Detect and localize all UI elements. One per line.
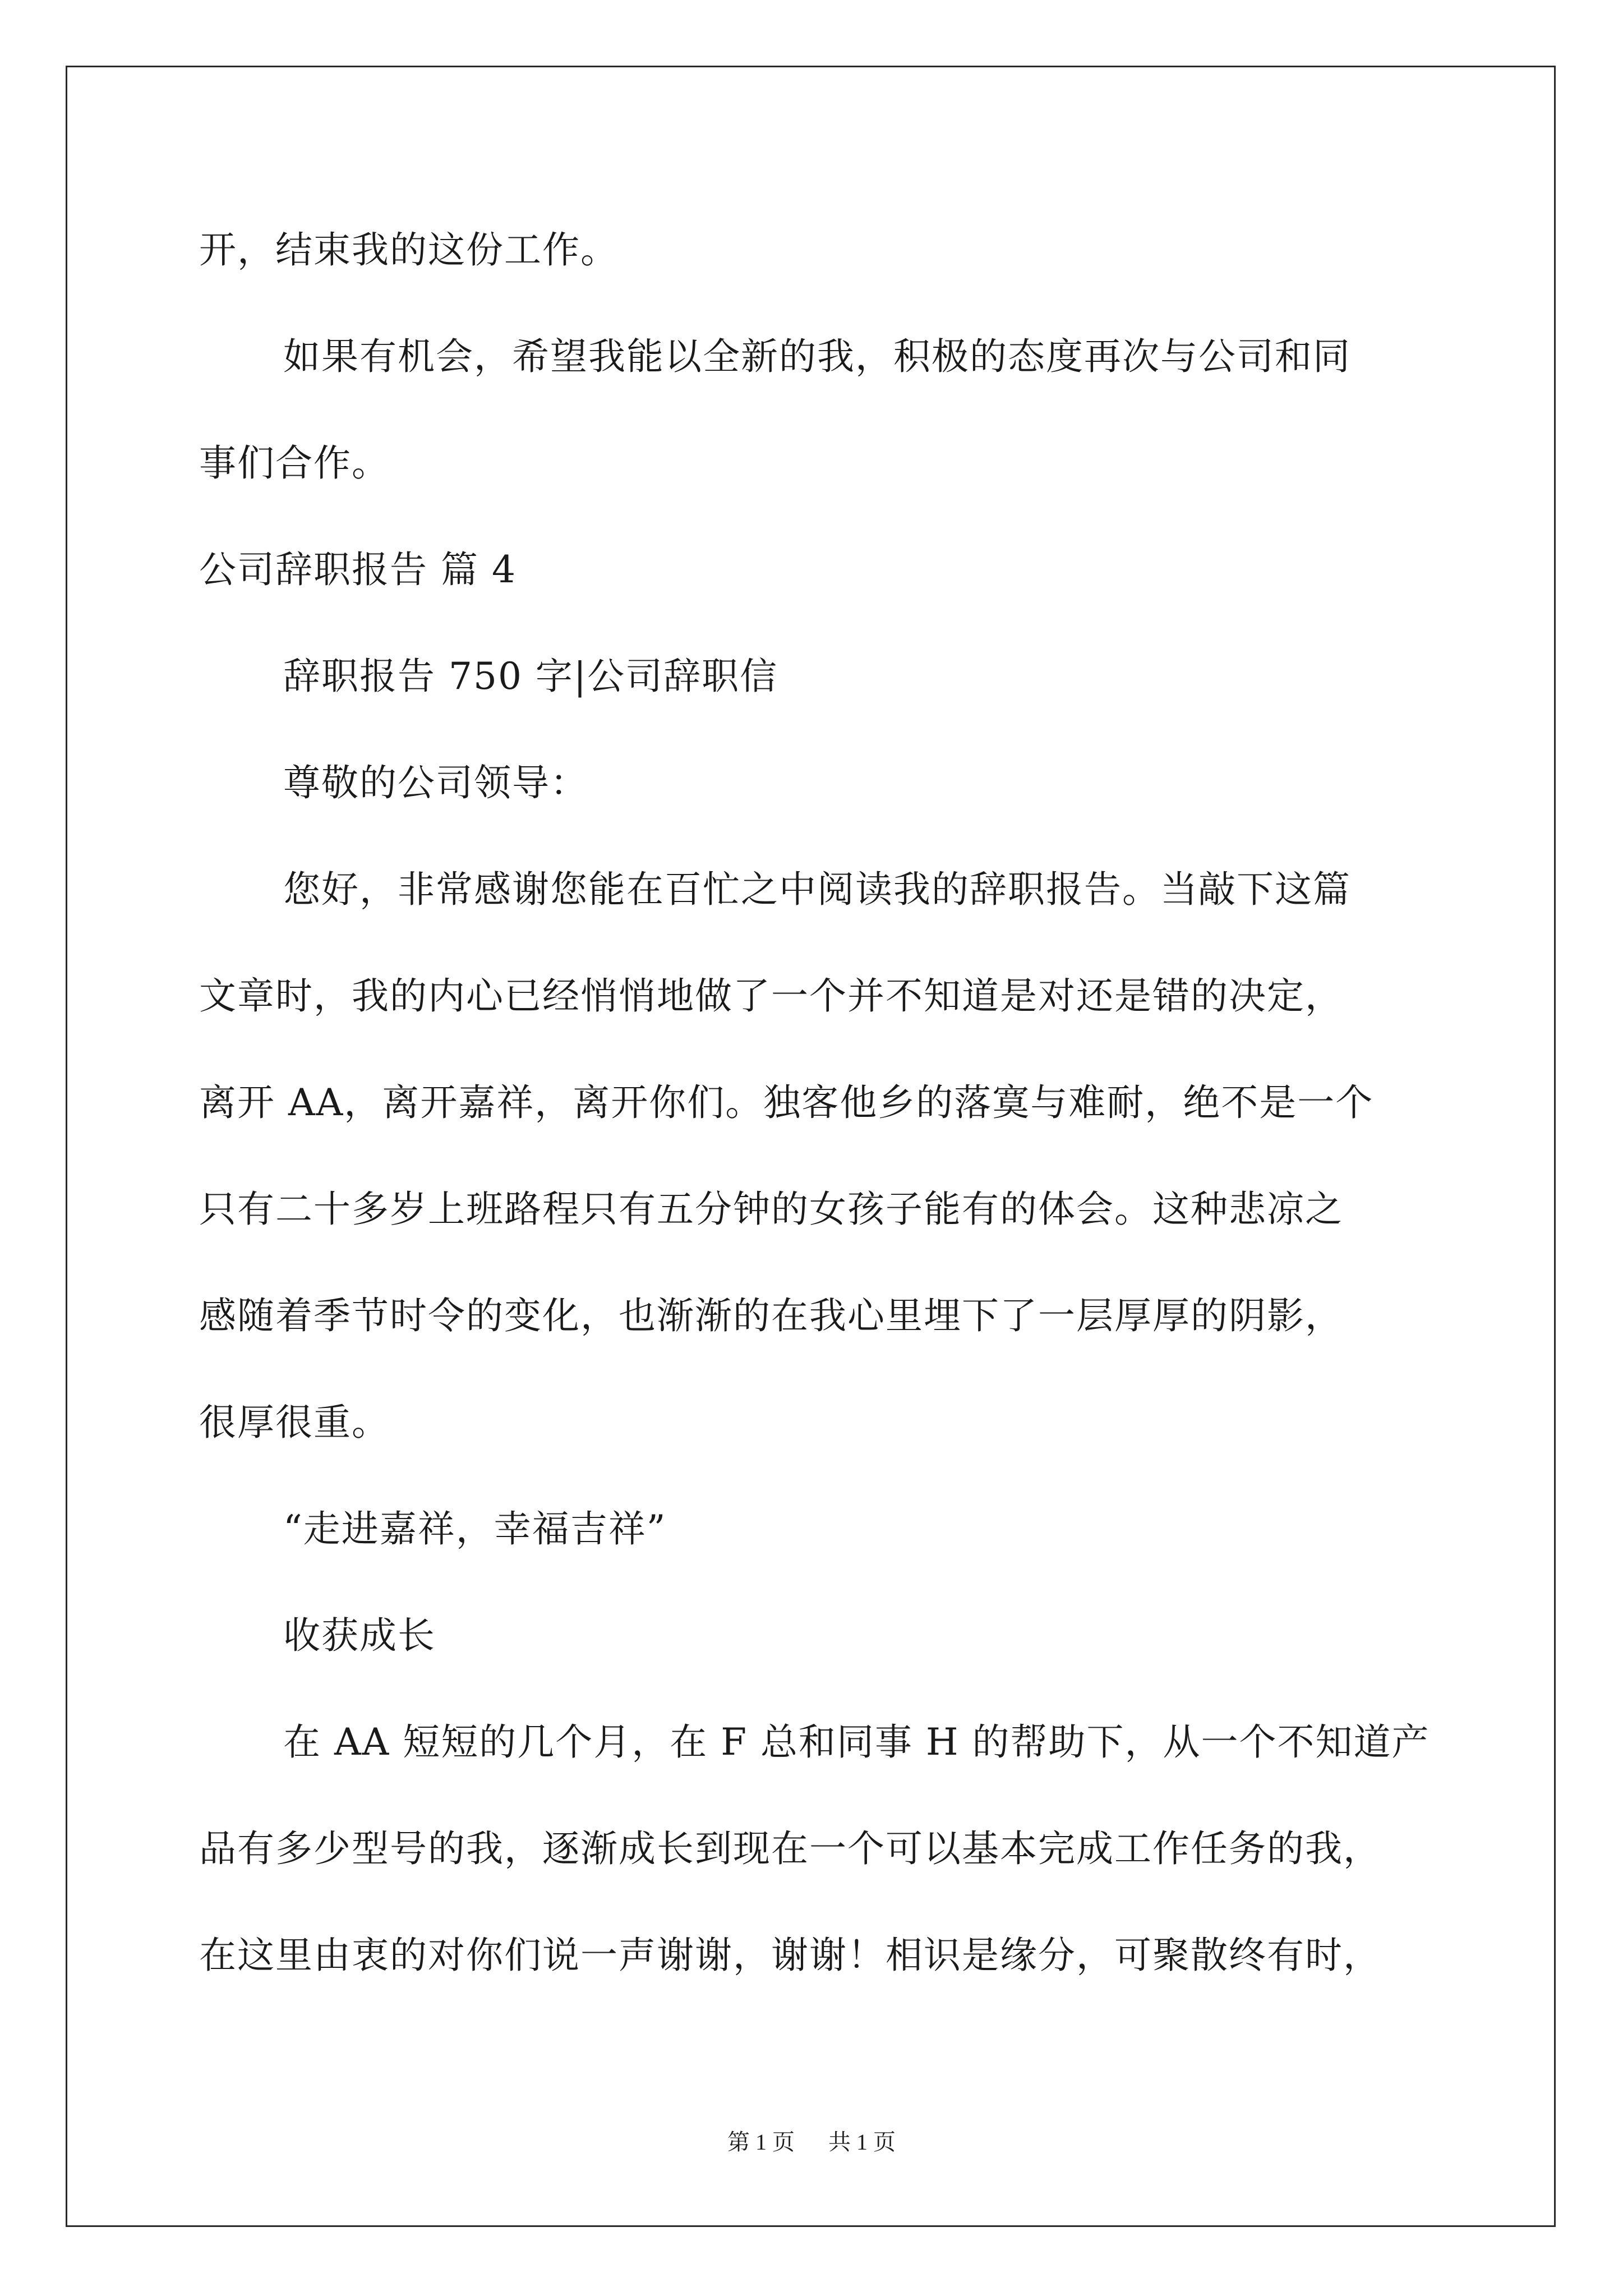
subheading: 收获成长 (283, 1614, 436, 1657)
paragraph-line: 您好，非常感谢您能在百忙之中阅读我的辞职报告。当敲下这篇 (283, 868, 1351, 911)
paragraph-line: 品有多少型号的我，逐渐成长到现在一个可以基本完成工作任务的我， (199, 1827, 1381, 1870)
paragraph-line: 开，结束我的这份工作。 (199, 228, 619, 272)
page-border (66, 66, 1556, 2227)
paragraph-line: 文章时，我的内心已经悄悄地做了一个并不知道是对还是错的决定， (199, 974, 1343, 1018)
paragraph-line: 如果有机会，希望我能以全新的我，积极的态度再次与公司和同 (283, 335, 1351, 378)
salutation: 尊敬的公司领导： (283, 761, 588, 804)
paragraph-line: 离开 AA，离开嘉祥，离开你们。独客他乡的落寞与难耐，绝不是一个 (199, 1081, 1374, 1124)
paragraph-line: 在这里由衷的对你们说一声谢谢，谢谢！相识是缘分，可聚散终有时， (199, 1934, 1381, 1977)
section-heading: 公司辞职报告 篇 4 (199, 548, 517, 591)
paragraph-line: 在 AA 短短的几个月，在 F 总和同事 H 的帮助下，从一个不知道产 (283, 1720, 1430, 1764)
paragraph-line: 只有二十多岁上班路程只有五分钟的女孩子能有的体会。这种悲凉之 (199, 1188, 1343, 1231)
page-number: 第 1 页 (727, 2129, 795, 2155)
quote-line: “走进嘉祥，幸福吉祥” (283, 1507, 667, 1550)
paragraph-line: 辞职报告 750 字|公司辞职信 (283, 655, 778, 698)
page-total: 共 1 页 (828, 2129, 896, 2155)
paragraph-line: 事们合作。 (199, 441, 390, 485)
paragraph-line: 很厚很重。 (199, 1401, 390, 1444)
paragraph-line: 感随着季节时令的变化，也渐渐的在我心里埋下了一层厚厚的阴影， (199, 1294, 1343, 1337)
page-footer (0, 2131, 1623, 2154)
